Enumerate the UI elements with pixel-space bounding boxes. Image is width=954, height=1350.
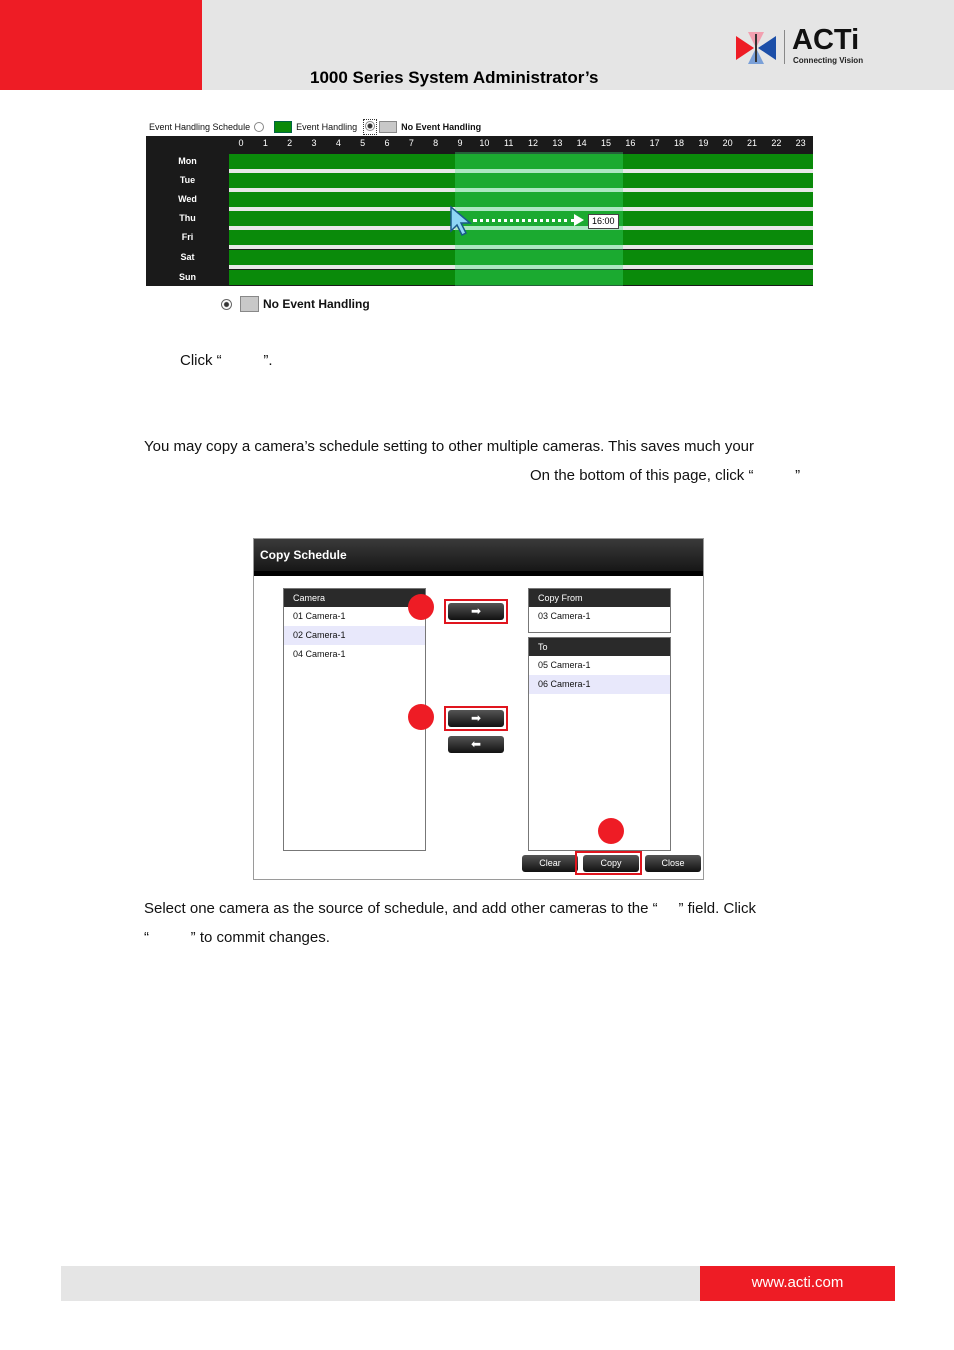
step-marker-1 — [408, 594, 434, 620]
hour-label: 8 — [433, 138, 439, 148]
mouse-cursor-icon — [449, 205, 475, 237]
paragraph-copy-line1: You may copy a camera’s schedule setting to other multiple cameras. This saves much your — [144, 438, 755, 455]
dialog-title: Copy Schedule — [254, 539, 703, 576]
no-event-radio-focus[interactable] — [363, 119, 377, 135]
drag-arrow-head — [574, 214, 584, 226]
header-title: 1000 Series System Administrator’s — [310, 68, 599, 87]
clear-button[interactable]: Clear — [522, 855, 578, 872]
logo-word: ACTi — [792, 24, 860, 56]
hour-label: 18 — [673, 138, 684, 148]
day-label: Mon — [178, 156, 197, 166]
camera-list[interactable] — [283, 588, 426, 851]
hour-label: 14 — [576, 138, 587, 148]
highlight-box-2 — [444, 706, 508, 731]
no-event-radio-label: No Event Handling — [263, 297, 370, 311]
event-handling-radio[interactable] — [254, 122, 264, 132]
hour-label: 4 — [335, 138, 341, 148]
day-label: Wed — [178, 194, 197, 204]
footer-url[interactable]: www.acti.com — [700, 1266, 895, 1301]
no-event-handling-swatch — [379, 121, 397, 133]
header-red-block — [0, 0, 202, 90]
hour-label: 19 — [698, 138, 709, 148]
hour-label: 7 — [408, 138, 414, 148]
hour-label: 15 — [600, 138, 611, 148]
copy-from-header: Copy From — [529, 589, 670, 607]
highlight-box-1 — [444, 599, 508, 624]
day-label: Fri — [181, 232, 194, 242]
hour-label: 17 — [649, 138, 660, 148]
hour-label: 0 — [238, 138, 244, 148]
hour-label: 10 — [479, 138, 490, 148]
to-list-item[interactable]: 06 Camera-1 — [529, 675, 670, 694]
hour-label: 13 — [552, 138, 563, 148]
no-event-radio[interactable] — [221, 299, 232, 310]
close-button[interactable]: Close — [645, 855, 701, 872]
hour-label: 5 — [360, 138, 366, 148]
hour-label: 11 — [503, 138, 514, 148]
hour-label: 22 — [771, 138, 782, 148]
hour-label: 9 — [457, 138, 463, 148]
add-to-button[interactable]: ➡ — [448, 710, 504, 727]
hour-label: 20 — [722, 138, 733, 148]
hour-label: 1 — [262, 138, 268, 148]
logo-separator — [784, 30, 785, 64]
camera-list-item[interactable]: 01 Camera-1 — [293, 611, 346, 621]
to-list-item[interactable]: 05 Camera-1 — [538, 660, 591, 670]
hour-label: 16 — [625, 138, 636, 148]
click-instruction: Click “ ”. — [180, 352, 273, 369]
highlight-box-3 — [575, 851, 642, 875]
butterfly-logo-icon — [734, 30, 778, 66]
no-event-swatch — [240, 296, 259, 312]
day-label: Sat — [180, 252, 195, 262]
camera-list-item[interactable]: 02 Camera-1 — [284, 626, 425, 645]
add-copy-from-button[interactable]: ➡ — [448, 603, 504, 620]
schedule-legend — [149, 120, 481, 134]
hour-label: 23 — [795, 138, 806, 148]
step-marker-3 — [598, 818, 624, 844]
day-label: Thu — [179, 213, 196, 223]
day-label: Sun — [179, 272, 196, 282]
copy-from-item[interactable]: 03 Camera-1 — [538, 611, 591, 621]
no-event-handling-label: No Event Handling — [401, 122, 482, 132]
no-event-handling-option[interactable] — [221, 296, 370, 312]
event-handling-swatch — [274, 121, 292, 133]
no-event-handling-radio[interactable] — [365, 121, 375, 131]
paragraph-select-line1: Select one camera as the source of schedule, and add other cameras to the “ ” field. Click — [144, 900, 756, 917]
remove-button[interactable]: ⬅ — [448, 736, 504, 753]
hour-labels — [229, 136, 813, 152]
logo-tagline: Connecting Vision — [793, 56, 864, 65]
camera-list-header: Camera — [284, 589, 425, 607]
copy-from-list[interactable] — [528, 588, 671, 633]
dialog-title-bar-bottom — [254, 571, 703, 576]
hour-label: 21 — [746, 138, 757, 148]
paragraph-copy-line2: On the bottom of this page, click “ ” — [530, 467, 801, 484]
drag-arrow-line — [473, 219, 575, 222]
to-list[interactable] — [528, 637, 671, 851]
camera-list-item[interactable]: 04 Camera-1 — [293, 649, 346, 659]
hour-label: 6 — [384, 138, 390, 148]
step-marker-2 — [408, 704, 434, 730]
schedule-legend-label: Event Handling Schedule — [149, 122, 251, 132]
hour-label: 12 — [527, 138, 538, 148]
hour-label: 2 — [287, 138, 293, 148]
day-label: Tue — [179, 175, 196, 185]
hour-label: 3 — [311, 138, 317, 148]
drag-time-tag: 16:00 — [588, 214, 619, 229]
paragraph-select-line2: “ ” to commit changes. — [144, 929, 330, 946]
event-handling-label: Event Handling — [296, 122, 358, 132]
to-list-header: To — [529, 638, 670, 656]
copy-button[interactable]: Copy — [583, 855, 639, 872]
acti-logo — [734, 24, 869, 68]
